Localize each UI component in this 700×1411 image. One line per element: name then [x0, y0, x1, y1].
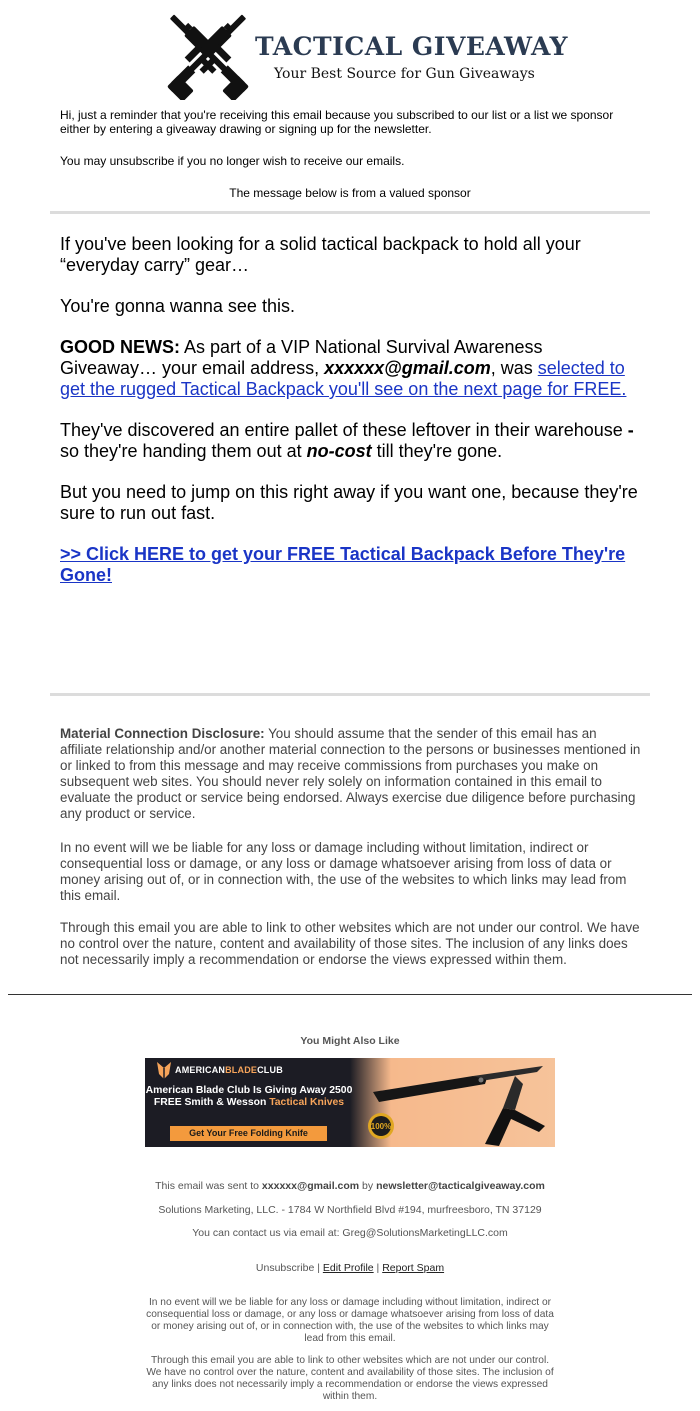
unsubscribe-note: You may unsubscribe if you no longer wish to receive our emails. [60, 154, 405, 168]
material-connection-disclosure [60, 726, 642, 822]
sponsor-note: The message below is from a valued sponsor [229, 186, 471, 200]
sent-to-email: xxxxxx@gmail.com [261, 1180, 360, 1192]
folding-knives-image [353, 1058, 555, 1147]
liability-disclaimer: In no event will we be liable for any loss or damage including without limitation, indirect or consequential loss or damage, or any loss or damage whatsoever arising from loss of data or money arising out of, or in connection with, the use of the websites to which links may lead from this email. [60, 840, 627, 903]
free-backpack-cta-link[interactable]: >> Click HERE to get your FREE Tactical Backpack Before They're Gone! [60, 544, 626, 585]
guarantee-seal-icon [368, 1113, 394, 1139]
ad-text-panel [145, 1058, 353, 1147]
ad-headline-accent: Tactical Knives [269, 1097, 345, 1108]
footer-liability-disclaimer: In no event will we be liable for any loss or damage including without limitation, indirect or consequential loss or damage, or any loss or damage whatsoever arising from loss of data or money arising out of, or in connection with, the use of the websites to which links may lead from this email. [146, 1297, 554, 1344]
sent-to-label: This email was sent to [155, 1180, 262, 1192]
sender-email: newsletter@tacticalgiveaway.com [376, 1180, 545, 1192]
contact-line: You can contact us via email at: Greg@SolutionsMarketingLLC.com [192, 1227, 508, 1239]
divider [50, 693, 650, 696]
recipient-email: xxxxxx@gmail.com [324, 358, 491, 378]
divider [50, 211, 650, 214]
footer-links-disclaimer: Through this email you are able to link to other websites which are not under our control. We have no control over the nature, content and availability of those sites. The inclusion of any links does not necessarily imply a recommendation or endorse the views expressed within them. [146, 1355, 554, 1402]
till-gone-text: till they're gone. [371, 441, 503, 461]
logo-title: TACTICAL GIVEAWAY [255, 32, 569, 61]
cta-paragraph [60, 544, 642, 586]
link-separator: | [373, 1262, 383, 1274]
message-paragraph-5: But you need to jump on this right away if you want one, because they're sure to run out fast. [60, 482, 638, 523]
you-might-also-like-heading: You Might Also Like [300, 1035, 400, 1047]
good-news-label: GOOD NEWS: [60, 337, 180, 357]
ad-headline-main: American Blade Club Is Giving Away 2500 FREE Smith & Wesson [145, 1085, 353, 1108]
handing-text: so they're handing them out at [60, 441, 307, 461]
tactical-giveaway-logo[interactable] [158, 8, 569, 100]
selected-backpack-link[interactable]: selected to get the rugged Tactical Backpack you'll see on the next page for FREE. [60, 358, 627, 399]
disclosure-text: You should assume that the sender of this email has an affiliate relationship and/or another material connection to the persons or businesses mentioned in or linked to from this message and may receive commissions from purchases you make on subsequent web sites. You should never rely solely on information contained in this email to evaluate the product or service being endorsed. Always exercise due diligence before purchasing any product or service. [60, 726, 641, 821]
giveaway-text: As part of a VIP National Survival Awareness Giveaway… your email address, [60, 337, 543, 378]
american-blade-club-ad[interactable] [145, 1058, 555, 1147]
footer-divider [8, 994, 692, 995]
crossed-rifles-icon [158, 8, 258, 100]
company-address: Solutions Marketing, LLC. - 1784 W Northfield Blvd #194, murfreesboro, TN 37129 [158, 1204, 542, 1216]
edit-profile-link[interactable]: Edit Profile [322, 1262, 374, 1274]
disclosure-label: Material Connection Disclosure: [60, 726, 265, 741]
blade-club-logo-icon [155, 1060, 173, 1080]
unsubscribe-link[interactable]: Unsubscribe [255, 1262, 315, 1274]
footer-links [0, 1262, 700, 1274]
link-separator: | [314, 1262, 323, 1274]
ad-brand-club: CLUB [257, 1065, 283, 1075]
ad-brand-blade: BLADE [225, 1065, 258, 1075]
message-paragraph-4 [60, 420, 642, 462]
no-cost-emphasis: no-cost [306, 441, 372, 461]
message-paragraph-1: If you've been looking for a solid tactical backpack to hold all your “everyday carry” gear… [60, 234, 581, 275]
seal-text: 100% [370, 1122, 392, 1131]
sent-to-line [0, 1180, 700, 1192]
subscription-reminder: Hi, just a reminder that you're receiving this email because you subscribed to our list or a list we sponsor either by entering a giveaway drawing or signing up for the newsletter. [60, 108, 614, 136]
message-paragraph-2: You're gonna wanna see this. [60, 296, 295, 316]
was-text: , was [490, 358, 538, 378]
ad-brand-name [175, 1065, 283, 1075]
dash: - [627, 420, 634, 440]
get-free-knife-button[interactable]: Get Your Free Folding Knife [170, 1126, 327, 1141]
external-links-disclaimer: Through this email you are able to link to other websites which are not under our control. We have no control over the nature, content and availability of those sites. The inclusion of any links does not necessarily imply a recommendation or endorse the views expressed within them. [60, 920, 640, 967]
sent-by-label: by [359, 1180, 377, 1192]
message-paragraph-3 [60, 337, 642, 400]
ad-headline [145, 1085, 353, 1109]
ad-brand-american: AMERICAN [175, 1065, 226, 1075]
report-spam-link[interactable]: Report Spam [382, 1262, 445, 1274]
pallet-text: They've discovered an entire pallet of these leftover in their warehouse [60, 420, 628, 440]
logo-tagline: Your Best Source for Gun Giveaways [274, 66, 535, 82]
